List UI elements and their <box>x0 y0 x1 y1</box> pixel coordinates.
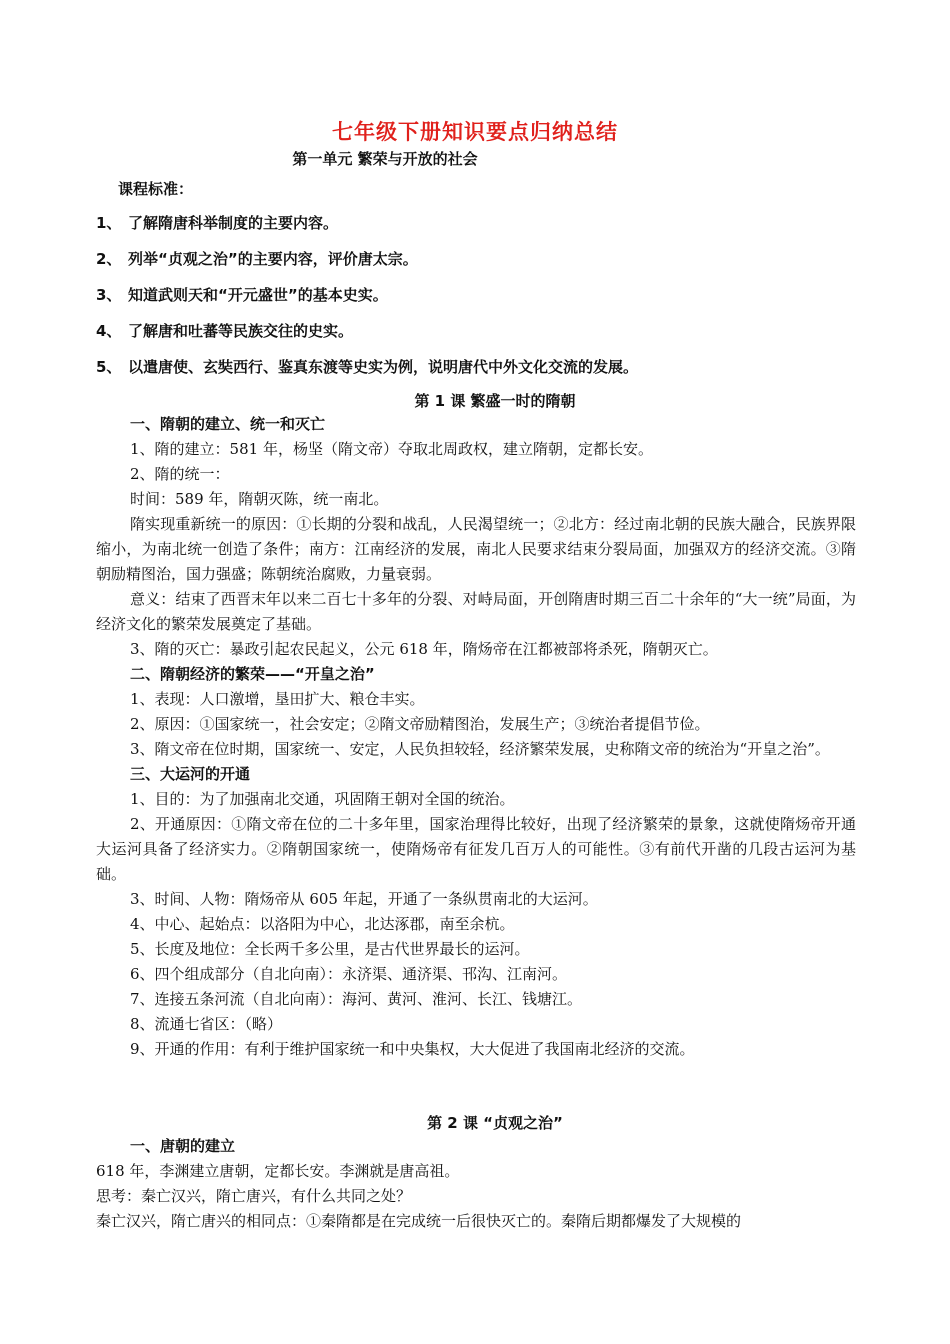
lesson-2-body <box>96 1134 856 1234</box>
section-heading: 一、唐朝的建立 <box>130 1137 236 1155</box>
standard-item <box>96 284 876 305</box>
paragraph: 7、连接五条河流（自北向南）：海河、黄河、淮河、长江、钱塘江。 <box>130 990 583 1008</box>
paragraph: 时间：589 年，隋朝灭陈，统一南北。 <box>130 490 389 508</box>
paragraph: 意义：结束了西晋末年以来二百七十多年的分裂、对峙局面，开创隋唐时期三百二十余年的“大一统”局面，为经济文化的繁荣发展奠定了基础。 <box>96 590 856 633</box>
lesson-1-body <box>96 412 856 1062</box>
paragraph: 6、四个组成部分（自北向南）：永济渠、通济渠、邗沟、江南河。 <box>130 965 568 983</box>
standards-label: 课程标准： <box>118 180 194 198</box>
paragraph: 618 年，李渊建立唐朝，定都长安。李渊就是唐高祖。 <box>96 1162 460 1180</box>
section-heading: 三、大运河的开通 <box>130 765 251 783</box>
paragraph: 9、开通的作用：有利于维护国家统一和中央集权，大大促进了我国南北经济的交流。 <box>130 1040 695 1058</box>
standard-number: 4、 <box>96 322 122 340</box>
paragraph: 3、隋文帝在位时期，国家统一、安定，人民负担较轻，经济繁荣发展，史称隋文帝的统治为“开皇之治”。 <box>130 740 830 758</box>
paragraph: 5、长度及地位：全长两千多公里，是古代世界最长的运河。 <box>130 940 530 958</box>
document-title: 七年级下册知识要点归纳总结 <box>332 120 618 144</box>
section-heading: 二、隋朝经济的繁荣——“开皇之治” <box>130 665 375 683</box>
standard-number: 2、 <box>96 250 122 268</box>
lesson-1-title: 第 1 课 繁盛一时的隋朝 <box>414 392 576 410</box>
standard-number: 5、 <box>96 358 122 376</box>
paragraph: 3、隋的灭亡：暴政引起农民起义，公元 618 年，隋炀帝在江都被部将杀死，隋朝灭亡。 <box>130 640 718 658</box>
paragraph: 1、表现：人口激增，垦田扩大、粮仓丰实。 <box>130 690 425 708</box>
paragraph: 4、中心、起始点：以洛阳为中心，北达涿郡，南至余杭。 <box>130 915 515 933</box>
standard-text: 知道武则天和“开元盛世”的基本史实。 <box>128 286 388 304</box>
paragraph: 秦亡汉兴，隋亡唐兴的相同点：①秦隋都是在完成统一后很快灭亡的。秦隋后期都爆发了大规模的 <box>96 1212 742 1230</box>
standard-text: 了解隋唐科举制度的主要内容。 <box>128 214 339 232</box>
standard-item <box>96 356 876 377</box>
section-heading: 一、隋朝的建立、统一和灭亡 <box>130 415 326 433</box>
standard-item <box>96 248 876 269</box>
standard-text: 了解唐和吐蕃等民族交往的史实。 <box>128 322 354 340</box>
standard-item <box>96 212 876 233</box>
standard-text: 列举“贞观之治”的主要内容，评价唐太宗。 <box>128 250 418 268</box>
paragraph: 1、隋的建立：581 年，杨坚（隋文帝）夺取北周政权，建立隋朝，定都长安。 <box>130 440 653 458</box>
paragraph: 3、时间、人物：隋炀帝从 605 年起，开通了一条纵贯南北的大运河。 <box>130 890 598 908</box>
lesson-2-title: 第 2 课 “贞观之治” <box>427 1114 563 1132</box>
paragraph: 8、流通七省区：（略） <box>130 1015 283 1033</box>
standard-text: 以遣唐使、玄奘西行、鉴真东渡等史实为例，说明唐代中外文化交流的发展。 <box>128 358 639 376</box>
standard-number: 3、 <box>96 286 122 304</box>
paragraph: 2、隋的统一： <box>130 465 230 483</box>
standard-number: 1、 <box>96 214 122 232</box>
unit-heading: 第一单元 繁荣与开放的社会 <box>292 150 478 168</box>
standard-item <box>96 320 876 341</box>
paragraph: 2、开通原因：①隋文帝在位的二十多年里，国家治理得比较好，出现了经济繁荣的景象，这就使隋炀帝开通大运河具备了经济实力。②隋朝国家统一，使隋炀帝有征发几百万人的可能性。③有前代开凿的几段古运河为基础。 <box>96 815 856 883</box>
paragraph: 思考：秦亡汉兴，隋亡唐兴，有什么共同之处？ <box>96 1187 412 1205</box>
paragraph: 隋实现重新统一的原因：①长期的分裂和战乱，人民渴望统一；②北方：经过南北朝的民族大融合，民族界限缩小，为南北统一创造了条件；南方：江南经济的发展，南北人民要求结束分裂局面，加强双方的经济交流。③隋朝励精图治，国力强盛；陈朝统治腐败，力量衰弱。 <box>96 515 856 583</box>
paragraph: 1、目的：为了加强南北交通，巩固隋王朝对全国的统治。 <box>130 790 515 808</box>
paragraph: 2、原因：①国家统一，社会安定；②隋文帝励精图治，发展生产；③统治者提倡节俭。 <box>130 715 710 733</box>
